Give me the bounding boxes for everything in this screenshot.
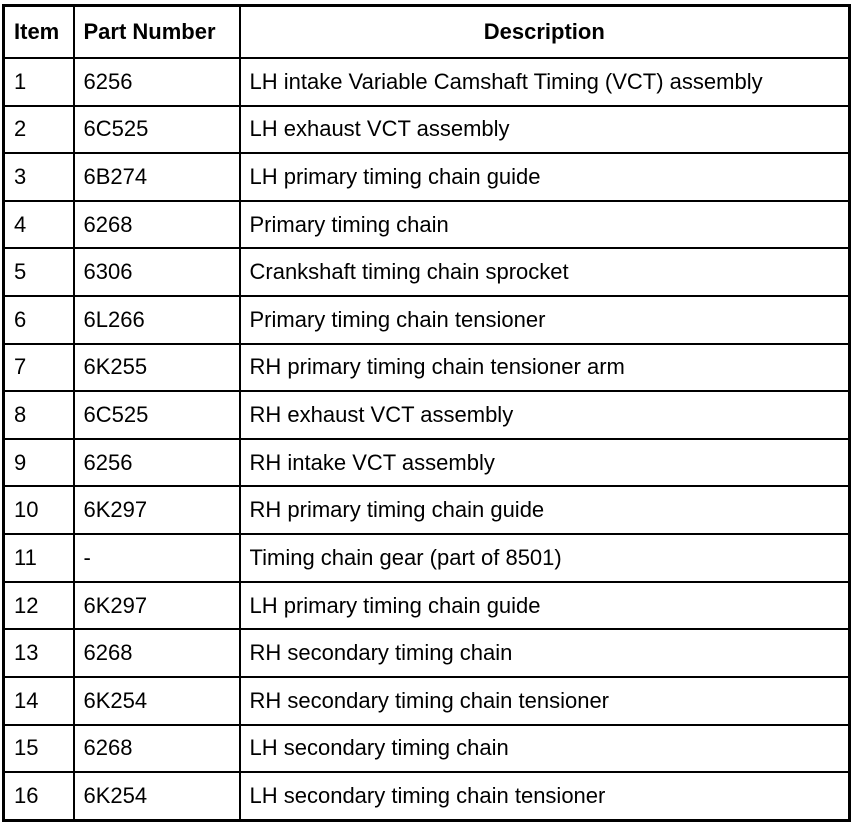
header-row bbox=[4, 6, 850, 59]
cell-item: 16 bbox=[4, 772, 74, 820]
cell-part-number: 6C525 bbox=[74, 391, 240, 439]
cell-description: LH primary timing chain guide bbox=[240, 153, 850, 201]
cell-part-number: 6268 bbox=[74, 201, 240, 249]
cell-item: 3 bbox=[4, 153, 74, 201]
header-item: Item bbox=[4, 6, 74, 59]
table-row bbox=[4, 772, 850, 820]
cell-description: LH exhaust VCT assembly bbox=[240, 106, 850, 154]
cell-part-number: 6256 bbox=[74, 58, 240, 106]
table-row bbox=[4, 106, 850, 154]
cell-item: 8 bbox=[4, 391, 74, 439]
table-row bbox=[4, 677, 850, 725]
cell-part-number: 6K297 bbox=[74, 582, 240, 630]
table-row bbox=[4, 486, 850, 534]
table-row bbox=[4, 248, 850, 296]
header-description: Description bbox=[240, 6, 850, 59]
table-row bbox=[4, 391, 850, 439]
cell-description: LH secondary timing chain tensioner bbox=[240, 772, 850, 820]
table-body bbox=[4, 58, 850, 821]
table-header bbox=[4, 6, 850, 59]
cell-description: RH secondary timing chain tensioner bbox=[240, 677, 850, 725]
cell-description: RH primary timing chain tensioner arm bbox=[240, 344, 850, 392]
cell-item: 5 bbox=[4, 248, 74, 296]
cell-part-number: 6K254 bbox=[74, 772, 240, 820]
cell-part-number: 6L266 bbox=[74, 296, 240, 344]
cell-description: Crankshaft timing chain sprocket bbox=[240, 248, 850, 296]
cell-part-number: 6306 bbox=[74, 248, 240, 296]
table-row bbox=[4, 534, 850, 582]
table-row bbox=[4, 296, 850, 344]
cell-item: 1 bbox=[4, 58, 74, 106]
table-row bbox=[4, 439, 850, 487]
cell-item: 15 bbox=[4, 725, 74, 773]
cell-part-number: - bbox=[74, 534, 240, 582]
cell-item: 14 bbox=[4, 677, 74, 725]
cell-part-number: 6268 bbox=[74, 629, 240, 677]
cell-description: Timing chain gear (part of 8501) bbox=[240, 534, 850, 582]
table-row bbox=[4, 201, 850, 249]
cell-description: Primary timing chain bbox=[240, 201, 850, 249]
cell-description: RH exhaust VCT assembly bbox=[240, 391, 850, 439]
parts-table bbox=[2, 4, 851, 822]
cell-part-number: 6K255 bbox=[74, 344, 240, 392]
cell-description: RH intake VCT assembly bbox=[240, 439, 850, 487]
header-part-number: Part Number bbox=[74, 6, 240, 59]
cell-part-number: 6256 bbox=[74, 439, 240, 487]
cell-part-number: 6268 bbox=[74, 725, 240, 773]
cell-description: Primary timing chain tensioner bbox=[240, 296, 850, 344]
table-row bbox=[4, 58, 850, 106]
cell-item: 13 bbox=[4, 629, 74, 677]
table-row bbox=[4, 629, 850, 677]
cell-item: 7 bbox=[4, 344, 74, 392]
cell-description: LH primary timing chain guide bbox=[240, 582, 850, 630]
cell-part-number: 6B274 bbox=[74, 153, 240, 201]
cell-item: 2 bbox=[4, 106, 74, 154]
cell-item: 9 bbox=[4, 439, 74, 487]
cell-part-number: 6K297 bbox=[74, 486, 240, 534]
cell-item: 4 bbox=[4, 201, 74, 249]
cell-item: 11 bbox=[4, 534, 74, 582]
cell-description: RH primary timing chain guide bbox=[240, 486, 850, 534]
cell-description: RH secondary timing chain bbox=[240, 629, 850, 677]
table-row bbox=[4, 582, 850, 630]
table-row bbox=[4, 153, 850, 201]
cell-part-number: 6K254 bbox=[74, 677, 240, 725]
cell-description: LH secondary timing chain bbox=[240, 725, 850, 773]
cell-description: LH intake Variable Camshaft Timing (VCT) assembly bbox=[240, 58, 850, 106]
parts-table-container bbox=[2, 4, 848, 822]
cell-part-number: 6C525 bbox=[74, 106, 240, 154]
cell-item: 10 bbox=[4, 486, 74, 534]
cell-item: 6 bbox=[4, 296, 74, 344]
cell-item: 12 bbox=[4, 582, 74, 630]
table-row bbox=[4, 344, 850, 392]
table-row bbox=[4, 725, 850, 773]
